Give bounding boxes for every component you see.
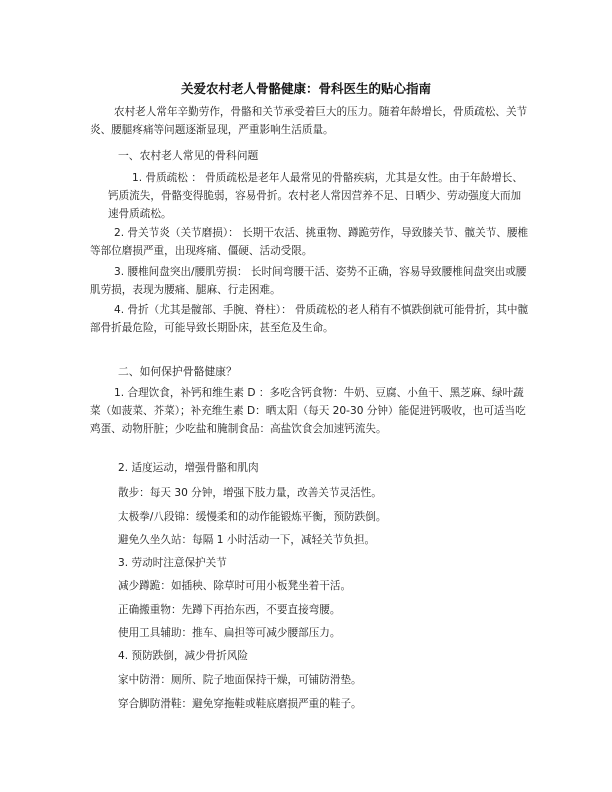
section-1-item-4: 4. 骨折（尤其是髋部、手腕、脊柱）： 骨质疏松的老人稍有不慎跌倒就可能骨折，其中髋部骨折最危险，可能导致长期卧床，甚至危及生命。: [90, 304, 529, 334]
section-2-line: 3. 劳动时注意保护关节: [118, 557, 227, 569]
section-1-item-2: 2. 骨关节炎（关节磨损）： 长期干农活、挑重物、蹲跪劳作，导致膝关节、髋关节、腰椎等部位磨损严重，出现疼痛、僵硬、活动受限。: [90, 227, 529, 257]
section-2-heading: 二、如何保护骨骼健康？: [118, 365, 237, 378]
section-2-line: 2. 适度运动，增强骨骼和肌肉: [118, 462, 259, 474]
section-2-line: 穿合脚防滑鞋：避免穿拖鞋或鞋底磨损严重的鞋子。: [118, 698, 362, 710]
section-1-item-3: 3. 腰椎间盘突出/腰肌劳损： 长时间弯腰干活、姿势不正确，容易导致腰椎间盘突出或腰肌劳损，表现为腰痛、腿麻、行走困难。: [90, 266, 527, 296]
section-2-line: 4. 预防跌倒，减少骨折风险: [118, 650, 249, 662]
section-2-item-1: 1. 合理饮食，补钙和维生素 D ：多吃含钙食物：牛奶、豆腐、小鱼干、黑芝麻、绿叶蔬菜（如菠菜、芥菜）；补充维生素 D：晒太阳（每天 20-30 分钟）能促进钙吸收，也可适当吃鸡蛋、动物肝脏；少吃盐和腌制食品：高盐饮食会加速钙流失。: [90, 387, 526, 435]
section-2-line: 减少蹲跪：如插秧、除草时可用小板凳坐着干活。: [118, 580, 352, 592]
page-title: 关爱农村老人骨骼健康：骨科医生的贴心指南: [180, 81, 431, 96]
section-2-line: 散步：每天 30 分钟，增强下肢力量，改善关节灵活性。: [118, 487, 382, 499]
section-2-line: 使用工具辅助：推车、扁担等可减少腰部压力。: [118, 627, 341, 639]
section-2-line: 正确搬重物：先蹲下再抬东西，不要直接弯腰。: [118, 604, 341, 616]
section-1-heading: 一、农村老人常见的骨科问题: [118, 149, 259, 162]
section-2-line: 避免久坐久站：每隔 1 小时活动一下，减轻关节负担。: [118, 534, 376, 546]
section-2-line: 太极拳/八段锦：缓慢柔和的动作能锻炼平衡，预防跌倒。: [118, 511, 387, 523]
intro-paragraph: 农村老人常年辛勤劳作，骨骼和关节承受着巨大的压力。随着年龄增长，骨质疏松、关节炎、腰腿疼痛等问题逐渐显现，严重影响生活质量。: [90, 106, 528, 136]
section-2-line: 家中防滑：厕所、院子地面保持干燥，可铺防滑垫。: [118, 674, 362, 686]
section-1-item-1: 1. 骨质疏松 ： 骨质疏松是老年人最常见的骨骼疾病，尤其是女性。由于年龄增长、钙质流失，骨骼变得脆弱，容易骨折。农村老人常因营养不足、日晒少、劳动强度大而加速骨质疏松。: [108, 172, 523, 220]
